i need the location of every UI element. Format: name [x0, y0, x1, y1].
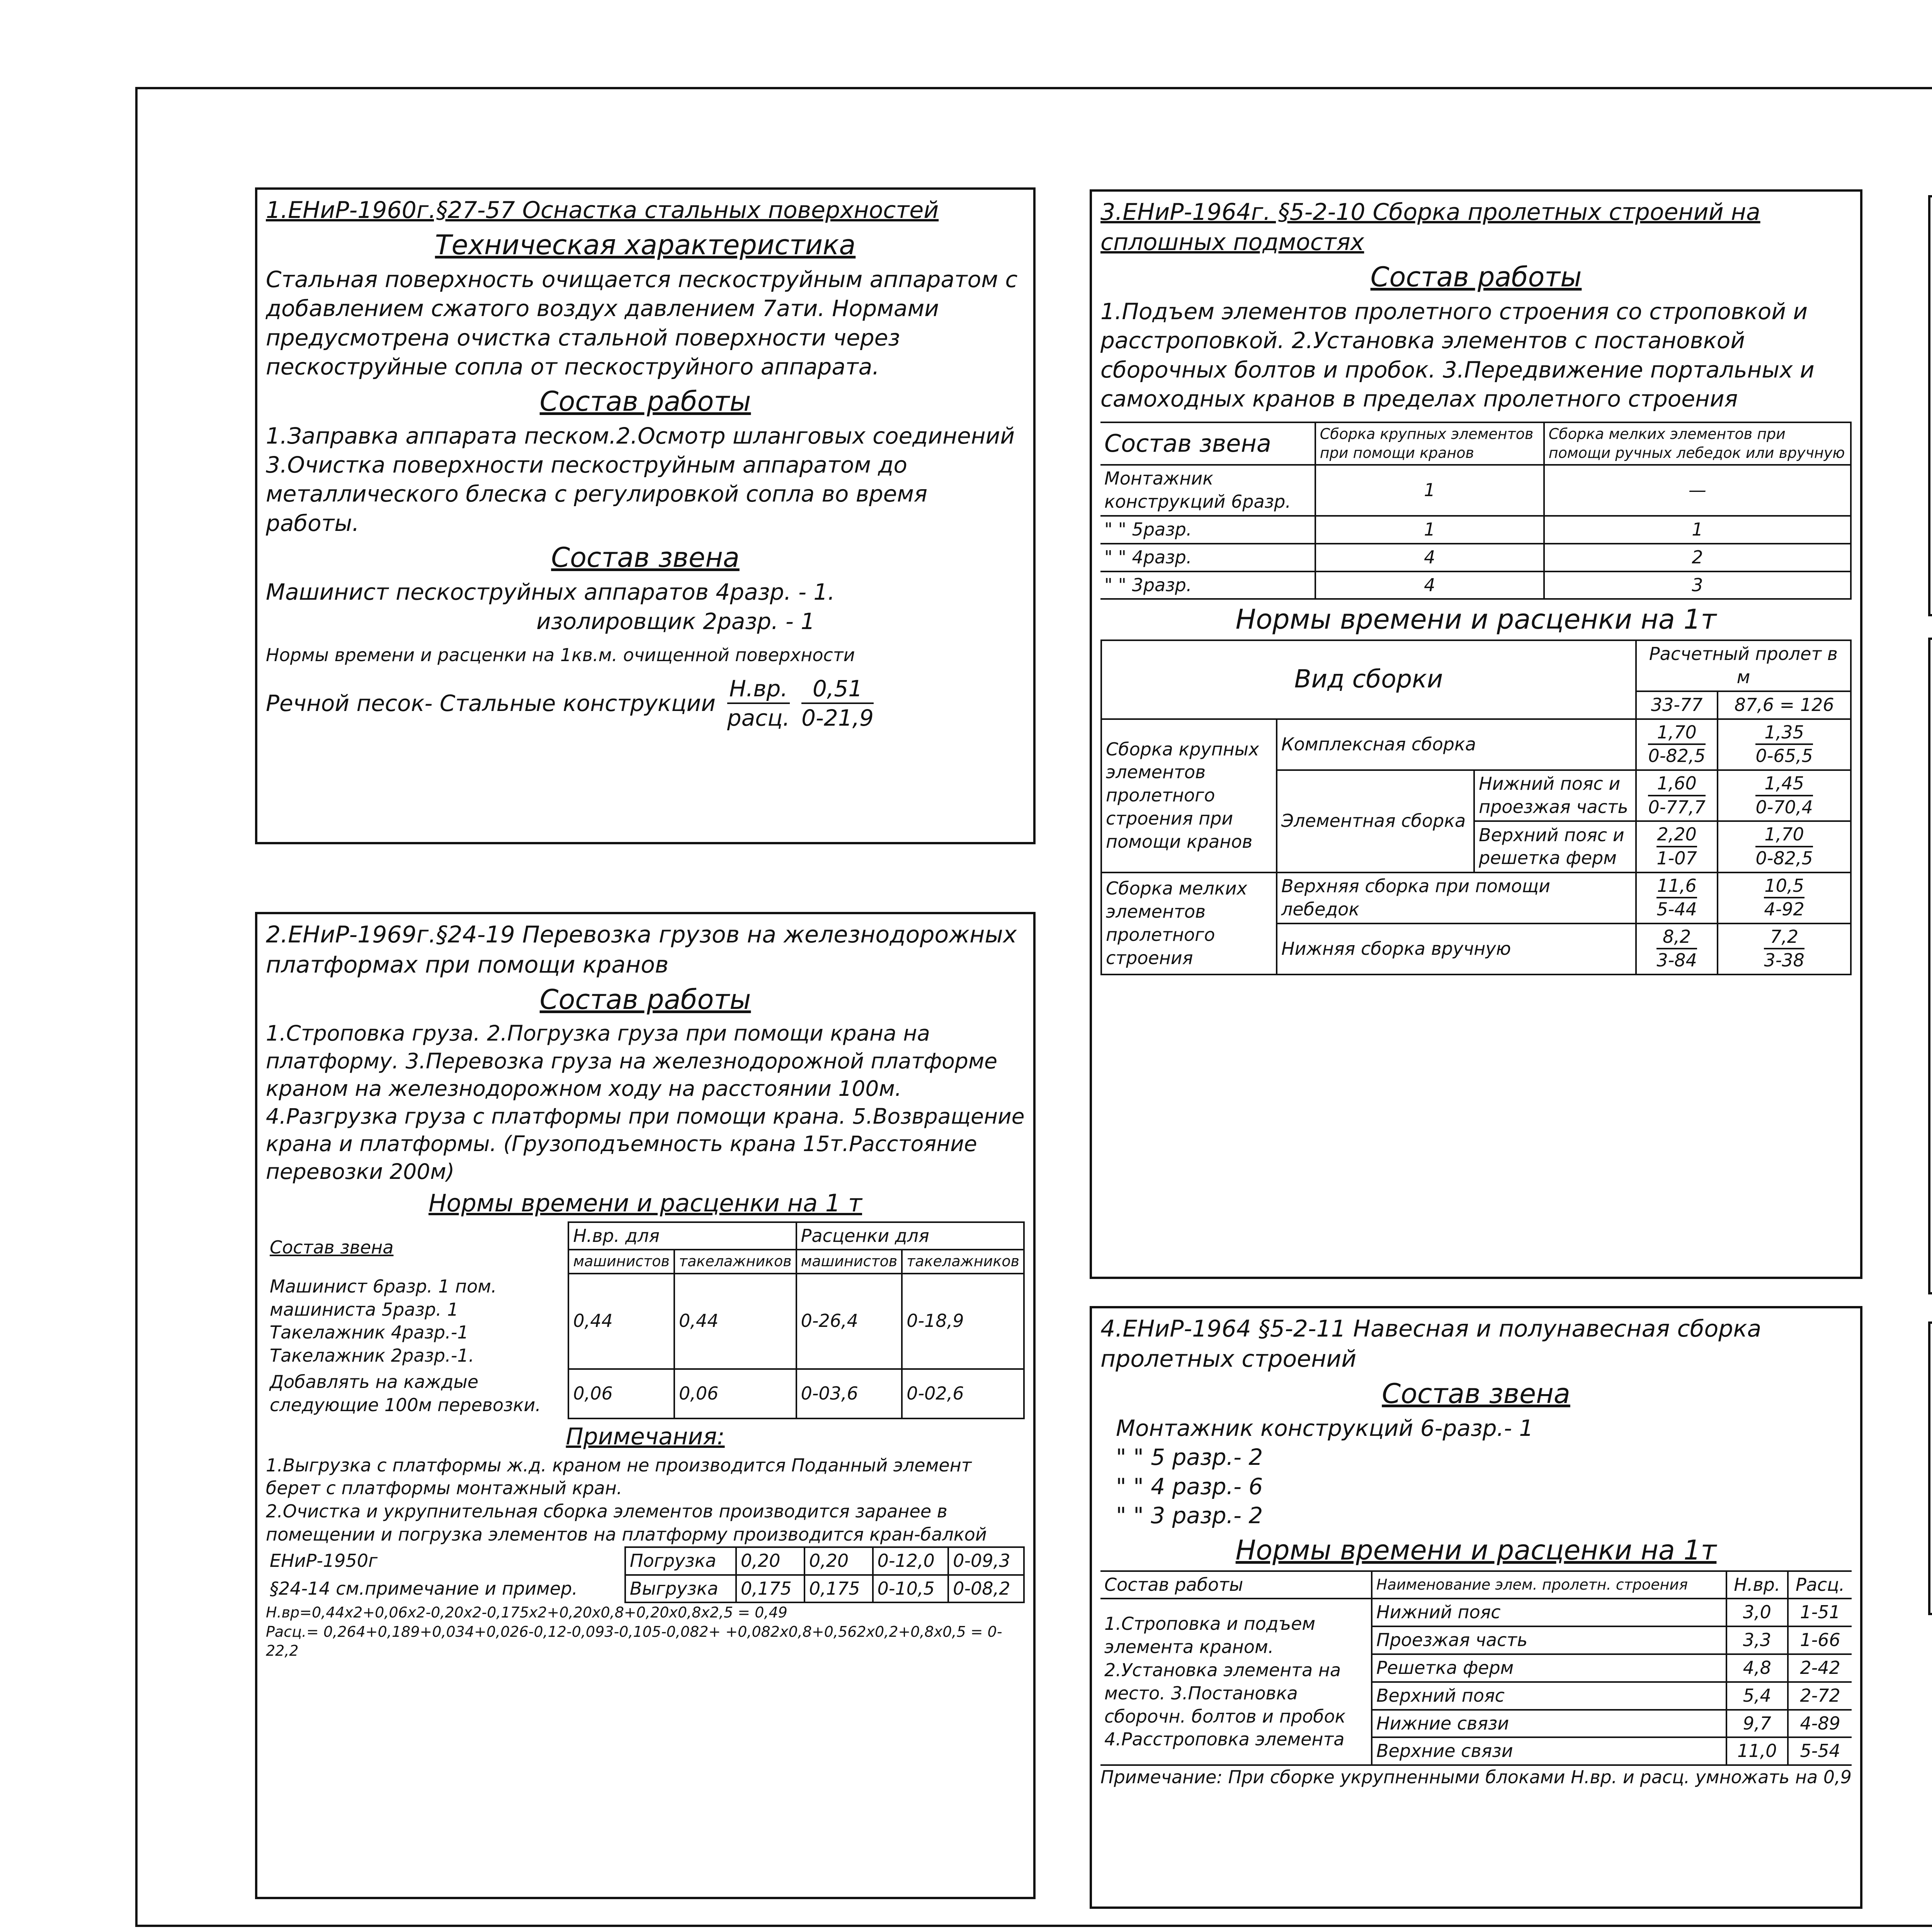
- cell: 2: [1544, 544, 1851, 571]
- crew-heading: Состав звена: [1100, 422, 1315, 465]
- cell: 1: [1544, 516, 1851, 544]
- norms-heading: Нормы времени и расценки на 1т: [1235, 604, 1717, 636]
- work-text: 1.Заправка аппарата песком.2.Осмотр шланговых соединений 3.Очистка поверхности пескоструйным аппаратом до металлического блеска с регулировкой сопла во время работы.: [266, 422, 1015, 536]
- crew-line: изолировщик 2разр. - 1: [536, 608, 815, 634]
- sub-ref: §24-14 см.примечание и пример.: [270, 1578, 578, 1599]
- row-label: проезжая часть: [1479, 796, 1628, 818]
- box-title: 4.ЕНиР-1964 §5-2-11 Навесная и полунавесная сборка пролетных строений: [1100, 1315, 1762, 1372]
- section-heading: Состав работы: [539, 385, 751, 417]
- cell: 0-18,9: [902, 1274, 1024, 1369]
- cell: 4: [1315, 571, 1544, 599]
- col-head: Сборка крупных элементов при помощи кранов: [1315, 422, 1544, 465]
- section-heading: Состав звена: [1382, 1378, 1570, 1410]
- box-title: 1.ЕНиР-1960г.§27-57 Оснастка стальных поверхностей: [266, 197, 939, 224]
- note: 1.Выгрузка с платформы ж.д. краном не производится Поданный элемент берет с платформы монтажный кран.: [266, 1454, 972, 1499]
- col-head: 33-77: [1636, 691, 1718, 719]
- fraction: $\frac{10,5}{4-92}$: [1764, 875, 1804, 920]
- cell: 1-51: [1788, 1599, 1852, 1626]
- cell: 0-12,0: [873, 1547, 949, 1575]
- fraction: $\frac{1,70}{0-82,5}$: [1648, 721, 1706, 767]
- cell: —: [1544, 465, 1851, 516]
- cell: 3,0: [1726, 1599, 1788, 1626]
- norm-fraction-values: 0,51 0-21,9: [801, 675, 874, 731]
- cell: 0,06: [568, 1369, 674, 1418]
- cell: 5,4: [1726, 1682, 1788, 1710]
- row-label: Верхняя сборка при помощи лебедок: [1277, 872, 1636, 923]
- row-label: Нижние связи: [1372, 1710, 1726, 1738]
- cell: 0-09,3: [948, 1547, 1024, 1575]
- fraction: $\frac{7,2}{3-38}$: [1764, 926, 1804, 971]
- crew-line: " " 5 разр.- 2: [1116, 1444, 1263, 1471]
- fraction: $\frac{1,70}{0-82,5}$: [1755, 824, 1813, 869]
- fraction: $\frac{2,20}{1-07}$: [1656, 824, 1697, 869]
- cell: 0,44: [674, 1274, 796, 1369]
- norms-table: [1100, 1570, 1852, 1766]
- col-head: Вид сборки: [1101, 640, 1636, 719]
- col-head: Состав работы: [1100, 1571, 1372, 1599]
- row-label: Элементная сборка: [1277, 770, 1474, 872]
- box-assembly-scaffold: [1090, 189, 1862, 1279]
- crew-row: " " 4разр.: [1100, 544, 1315, 571]
- cell: 0,175: [736, 1575, 804, 1603]
- row-label: Верхние связи: [1372, 1737, 1726, 1765]
- section-heading: Техническая характеристика: [435, 229, 856, 261]
- box-rail-transport: [255, 912, 1036, 1899]
- calc-line: Расц.= 0,264+0,189+0,034+0,026-0,12-0,093-0,105-0,082+ +0,082х0,8+0,562х0,2+0,8х0,5 = 0-22,2: [266, 1623, 1002, 1660]
- row-label: решетка ферм: [1479, 847, 1617, 869]
- group-label: Сборка крупных элементов пролетного строения при помощи кранов: [1101, 719, 1277, 872]
- transport-table: [266, 1221, 1025, 1419]
- cell: 4,8: [1726, 1654, 1788, 1682]
- row-label: Верхний пояс и: [1479, 824, 1624, 845]
- crew-row: Монтажник конструкций 6разр.: [1100, 465, 1315, 516]
- cell: 0,44: [568, 1274, 674, 1369]
- box-cantilever-assembly: [1090, 1306, 1862, 1909]
- crew-row: " " 5разр.: [1100, 516, 1315, 544]
- row-label: Выгрузка: [625, 1575, 736, 1603]
- cell: 11,0: [1726, 1737, 1788, 1765]
- crew-line: " " 4 разр.- 6: [1116, 1473, 1263, 1500]
- crew-table: [1100, 422, 1852, 600]
- col-head: Расц.: [1788, 1571, 1852, 1599]
- cell: 1: [1315, 465, 1544, 516]
- norms-heading: Нормы времени и расценки на 1т: [1235, 1534, 1717, 1566]
- crew-heading: Состав звена: [270, 1237, 394, 1258]
- fraction: $\frac{1,45}{0-70,4}$: [1755, 773, 1813, 818]
- col-head: Расчетный пролет в м: [1636, 640, 1851, 691]
- cell: 2-72: [1788, 1682, 1852, 1710]
- cell: 5-54: [1788, 1737, 1852, 1765]
- col-head: такелажников: [674, 1250, 796, 1273]
- cell: 1-66: [1788, 1626, 1852, 1654]
- cell: 0-26,4: [796, 1274, 902, 1369]
- note: 2.Очистка и укрупнительная сборка элементов производится заранее в помещении и погрузка элементов на платформу производится кран-балкой: [266, 1501, 987, 1545]
- crew-line: Машинист пескоструйных аппаратов 4разр. - 1.: [266, 579, 835, 605]
- cell: 4: [1315, 544, 1544, 571]
- work-text: 1.Строповка груза. 2.Погрузка груза при помощи крана на платформу. 3.Перевозка груза на железнодорожной платформе краном на железнодорожном ходу на расстоянии 100м. 4.Разгрузка груза с платформы при помощи крана. 5.Возвращение крана и платформы. (Грузоподъемность крана 15т.Расстояние перевозки 200м): [266, 1021, 1025, 1184]
- row-label: Решетка ферм: [1372, 1654, 1726, 1682]
- crew-line: " " 3 разр.- 2: [1116, 1502, 1263, 1529]
- cell: 0,20: [736, 1547, 804, 1575]
- work-text: 1.Строповка и подъем элемента краном. 2.Установка элемента на место. 3.Постановка сборочн. болтов и пробок 4.Расстроповка элемента: [1100, 1599, 1372, 1765]
- box-bolting: [1928, 638, 1932, 1294]
- crew-line: Монтажник конструкций 6-разр.- 1: [1116, 1415, 1534, 1441]
- box-block-assembly: [1928, 195, 1932, 616]
- row-label: Комплексная сборка: [1277, 719, 1636, 770]
- fraction: $\frac{1,60}{0-77,7}$: [1648, 773, 1706, 818]
- notes-heading: Примечания:: [566, 1423, 725, 1450]
- tech-text: Стальная поверхность очищается пескоструйным аппаратом с добавлением сжатого воздух давлением 7ати. Нормами предусмотрена очистка стальной поверхности через пескоструйные сопла от пескоструйного аппарата.: [266, 266, 1018, 380]
- cell: 0,175: [804, 1575, 873, 1603]
- section-heading: Состав работы: [1370, 261, 1582, 293]
- box-sandblasting: [255, 187, 1036, 844]
- cell: 3: [1544, 571, 1851, 599]
- cell: 0,06: [674, 1369, 796, 1418]
- col-head: машинистов: [796, 1250, 902, 1273]
- section-heading: Состав звена: [551, 542, 740, 574]
- col-head: 87,6 = 126: [1718, 691, 1851, 719]
- box-title: 2.ЕНиР-1969г.§24-19 Перевозка грузов на железнодорожных платформах при помощи кранов: [266, 921, 1017, 978]
- group-label: Сборка мелких элементов пролетного строения: [1101, 872, 1277, 975]
- fraction: $\frac{8,2}{3-84}$: [1656, 926, 1697, 971]
- crew-text: Машинист 6разр. 1 пом. машиниста 5разр. 1 Такелажник 4разр.-1 Такелажник 2разр.-1.: [266, 1274, 568, 1369]
- work-text: 1.Подъем элементов пролетного строения со строповкой и расстроповкой. 2.Установка элементов с постановкой сборочных болтов и пробок. 3.Передвижение портальных и самоходных кранов в пределах пролетного строения: [1100, 298, 1815, 412]
- loading-table: [266, 1546, 1025, 1604]
- cell: 1: [1315, 516, 1544, 544]
- section-heading: Состав работы: [539, 984, 751, 1015]
- cell: 9,7: [1726, 1710, 1788, 1738]
- row-label: Погрузка: [625, 1547, 736, 1575]
- col-head: Н.вр. для: [568, 1222, 796, 1250]
- cell: 0-03,6: [796, 1369, 902, 1418]
- box-temporary-track: [1928, 1321, 1932, 1615]
- col-head: Сборка мелких элементов при помощи ручных лебедок или вручную: [1544, 422, 1851, 465]
- row-label: Проезжая часть: [1372, 1626, 1726, 1654]
- cell: 2-42: [1788, 1654, 1852, 1682]
- row-label: Нижний пояс и: [1479, 773, 1621, 794]
- cell: 0,20: [804, 1547, 873, 1575]
- col-head: Наименование элем. пролетн. строения: [1372, 1571, 1726, 1599]
- norm-fraction-labels: Н.вр. расц.: [727, 675, 790, 731]
- row-label: Нижняя сборка вручную: [1277, 923, 1636, 975]
- norms-table: [1100, 639, 1852, 975]
- cell: 0-10,5: [873, 1575, 949, 1603]
- fraction: $\frac{11,6}{5-44}$: [1656, 875, 1697, 920]
- norms-heading: Нормы времени и расценки на 1 т: [428, 1189, 862, 1217]
- cell: 0-08,2: [948, 1575, 1024, 1603]
- crew-row: " " 3разр.: [1100, 571, 1315, 599]
- add-text: Добавлять на каждые следующие 100м перевозки.: [266, 1369, 568, 1418]
- col-head: машинистов: [568, 1250, 674, 1273]
- cell: 3,3: [1726, 1626, 1788, 1654]
- col-head: Н.вр.: [1726, 1571, 1788, 1599]
- norms-heading: Нормы времени и расценки на 1кв.м. очищенной поверхности: [266, 644, 855, 665]
- col-head: Расценки для: [796, 1222, 1024, 1250]
- row-label: Нижний пояс: [1372, 1599, 1726, 1626]
- row-label: Речной песок- Стальные конструкции: [266, 690, 716, 716]
- row-label: Верхний пояс: [1372, 1682, 1726, 1710]
- fraction: $\frac{1,35}{0-65,5}$: [1755, 721, 1813, 767]
- calc-line: Н.вр=0,44х2+0,06х2-0,20х2-0,175х2+0,20х0,8+0,20х0,8х2,5 = 0,49: [266, 1604, 787, 1621]
- cell: 0-02,6: [902, 1369, 1024, 1418]
- sub-ref: ЕНиР-1950г: [270, 1550, 378, 1571]
- cell: 4-89: [1788, 1710, 1852, 1738]
- note: Примечание: При сборке укрупненными блоками Н.вр. и расц. умножать на 0,9: [1100, 1767, 1852, 1788]
- col-head: такелажников: [902, 1250, 1024, 1273]
- box-title: 3.ЕНиР-1964г. §5-2-10 Сборка пролетных строений на сплошных подмостях: [1100, 199, 1760, 256]
